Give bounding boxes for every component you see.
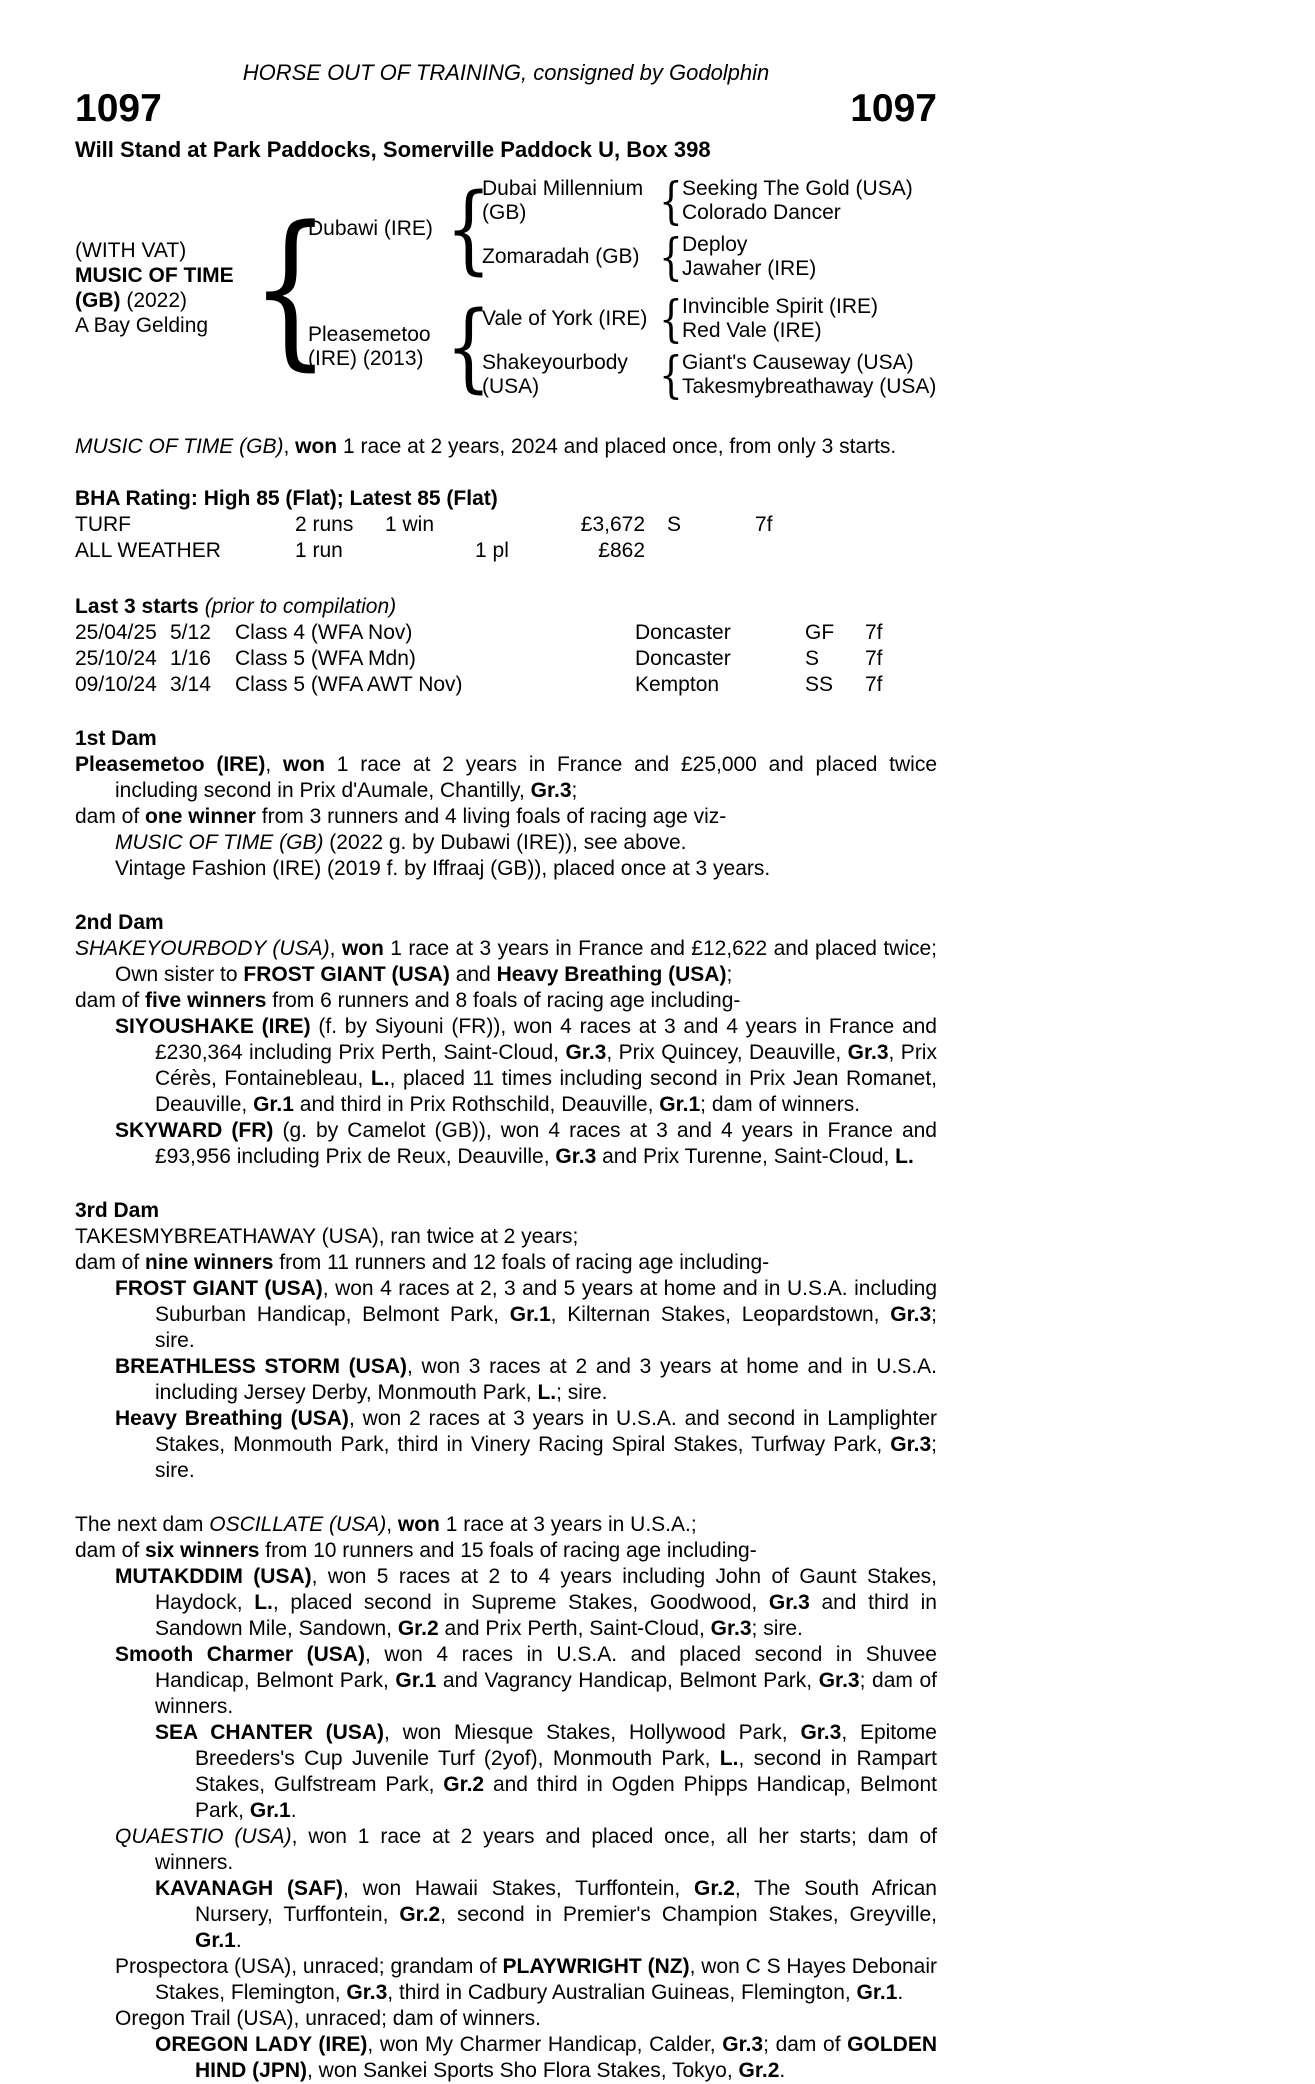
table-cell xyxy=(755,538,827,564)
text-segment: Gr.3 xyxy=(800,1721,842,1744)
table-cell: 1 pl xyxy=(475,539,509,562)
text-segment: ; sire. xyxy=(556,1381,608,1404)
table-cell: TURF xyxy=(75,513,131,536)
pedigree-table xyxy=(75,172,937,404)
sire-branch xyxy=(308,172,937,286)
sire-grandparents xyxy=(482,172,937,286)
text-segment: Gr.3 xyxy=(768,1591,810,1614)
table-cell: SS xyxy=(805,673,834,696)
produce-entry-breathless-storm xyxy=(75,1354,937,1406)
text-segment: one winner xyxy=(145,805,256,828)
text-segment: won xyxy=(397,1513,440,1536)
produce-entry-oregon-trail xyxy=(75,2006,937,2032)
text-segment: L. xyxy=(254,1591,273,1614)
great-grandparents xyxy=(682,350,937,400)
third-dam-section xyxy=(75,1198,937,1484)
text-segment: , won Hawaii Stakes, Turffontein, xyxy=(343,1877,695,1900)
text-segment: Prospectora (USA), unraced; grandam of xyxy=(115,1955,503,1978)
text-segment: , xyxy=(386,1513,398,1536)
great-granddam-name: Takesmybreathaway (USA) xyxy=(682,375,937,398)
section-heading: 3rd Dam xyxy=(75,1199,160,1222)
text-segment: L. xyxy=(370,1067,390,1090)
horse-name: MUSIC OF TIME xyxy=(75,264,234,287)
text-segment: (2022) xyxy=(126,289,188,312)
text-segment: , won 5 races at 2 to 4 years including John of Gaunt Stakes, Haydock, xyxy=(155,1565,937,1614)
last-starts-note: (prior to compilation) xyxy=(204,595,397,618)
table-cell: 1 win xyxy=(385,513,435,536)
text-segment: from 6 runners and 8 foals of racing age including- xyxy=(266,989,741,1012)
text-segment: ; xyxy=(571,779,578,802)
text-segment: , The South African Nursery, Turffontein, xyxy=(195,1877,937,1926)
lot-number-row xyxy=(75,86,937,132)
text-segment: TAKESMYBREATHAWAY (USA), ran twice at 2 years; xyxy=(75,1225,579,1248)
text-segment: , second in Premier's Champion Stakes, Greyville, xyxy=(440,1903,937,1926)
table-cell: ALL WEATHER xyxy=(75,539,221,562)
text-segment: and Prix Perth, Saint-Cloud, xyxy=(438,1617,711,1640)
grandparent-group xyxy=(482,346,937,404)
text-segment: QUAESTIO (USA) xyxy=(115,1825,292,1848)
grandsire-name: Dubai Millennium (GB) xyxy=(482,177,644,224)
text-segment: , xyxy=(283,435,296,458)
bha-rating-line: BHA Rating: High 85 (Flat); Latest 85 (Flat) xyxy=(75,487,498,510)
text-segment: The next dam xyxy=(75,1513,210,1536)
text-segment: Gr.3 xyxy=(710,1617,752,1640)
last-starts-table xyxy=(75,620,937,698)
great-grandparents xyxy=(682,232,937,282)
table-cell: Doncaster xyxy=(635,647,731,670)
section-paragraphs xyxy=(75,936,937,1170)
text-segment: 1 race at 2 years, 2024 and placed once, from only 3 starts. xyxy=(337,435,897,458)
text-segment: Gr.3 xyxy=(890,1303,932,1326)
next-dam-section xyxy=(75,1512,937,2084)
produce-summary xyxy=(75,1250,937,1276)
table-cell: 5/12 xyxy=(170,621,211,644)
table-cell: Class 4 (WFA Nov) xyxy=(235,621,413,644)
dam-grandparents xyxy=(482,290,937,404)
dam-entry-shakeyourbody xyxy=(75,936,937,988)
table-row xyxy=(75,538,937,564)
text-segment: FROST GIANT (USA) xyxy=(115,1277,323,1300)
text-segment: KAVANAGH (SAF) xyxy=(155,1877,343,1900)
text-segment: six winners xyxy=(145,1539,260,1562)
produce-entry-heavy-breathing xyxy=(75,1406,937,1484)
produce-entry-skyward xyxy=(75,1118,937,1170)
text-segment: . xyxy=(290,1799,297,1822)
table-cell xyxy=(385,538,475,564)
produce-summary xyxy=(75,804,937,830)
text-segment: Gr.3 xyxy=(818,1669,860,1692)
granddam-name: Zomaradah (GB) xyxy=(482,245,640,268)
text-segment: Gr.3 xyxy=(555,1145,597,1168)
text-segment: won xyxy=(283,753,325,776)
text-segment: five winners xyxy=(145,989,267,1012)
text-segment: , second in Rampart Stakes, Gulfstream Park, xyxy=(195,1747,937,1796)
table-row xyxy=(75,646,937,672)
grandparent-brace: { xyxy=(659,172,683,230)
text-segment: dam of xyxy=(75,989,146,1012)
text-segment: , won 4 races in U.S.A. and placed second in Shuvee Handicap, Belmont Park, xyxy=(155,1643,937,1692)
text-segment: nine winners xyxy=(145,1251,274,1274)
text-segment: L. xyxy=(895,1145,914,1168)
grandparent-group xyxy=(482,172,937,230)
great-grandparents xyxy=(682,176,937,226)
text-segment: and xyxy=(449,963,497,986)
text-segment: Smooth Charmer (USA) xyxy=(115,1643,365,1666)
section-paragraphs xyxy=(75,1512,937,2084)
text-segment: , placed 11 times including second in Prix Jean Romanet, Deauville, xyxy=(155,1067,938,1116)
text-segment: SHAKEYOURBODY (USA) xyxy=(75,937,330,960)
text-segment: BREATHLESS STORM (USA) xyxy=(115,1355,407,1378)
subject-horse-block xyxy=(75,238,272,338)
text-segment: 1 race at 3 years in U.S.A.; xyxy=(439,1513,697,1536)
text-segment: . xyxy=(235,1929,242,1952)
table-cell: £3,672 xyxy=(580,513,645,536)
produce-entry-mutakddim xyxy=(75,1564,937,1642)
vat-note: (WITH VAT) xyxy=(75,239,187,262)
section-paragraphs xyxy=(75,752,937,882)
text-segment: L. xyxy=(719,1747,739,1770)
text-segment: , xyxy=(265,753,283,776)
text-segment: Gr.2 xyxy=(443,1773,485,1796)
produce-entry-sea-chanter xyxy=(75,1720,937,1824)
catalogue-page xyxy=(75,0,937,2084)
horse-origin-year xyxy=(75,288,272,313)
text-segment: (GB) xyxy=(75,289,127,312)
text-segment: SEA CHANTER (USA) xyxy=(155,1721,384,1744)
text-segment: (f. by Siyouni (FR)), won 4 races at 3 and 4 years in France and £230,364 including Prix Perth, Saint-Cloud, xyxy=(155,1015,937,1064)
text-segment: dam of xyxy=(75,1539,146,1562)
produce-entry-kavanagh xyxy=(75,1876,937,1954)
table-cell xyxy=(645,538,755,564)
grandsire-name: Vale of York (IRE) xyxy=(482,307,648,330)
text-segment: dam of xyxy=(75,1251,146,1274)
table-cell: 1/16 xyxy=(170,647,211,670)
text-segment: L. xyxy=(537,1381,557,1404)
table-cell: S xyxy=(667,513,682,536)
surface-stats-table xyxy=(75,512,937,564)
text-segment: , won 1 race at 2 years and placed once, all her starts; dam of winners. xyxy=(155,1825,937,1874)
text-segment: Gr.3 xyxy=(530,779,572,802)
text-segment: , won 2 races at 3 years in U.S.A. and second in Lamplighter Stakes, Monmouth Park, third in Vinery Racing Spiral Stakes, Turfway Park, xyxy=(155,1407,937,1456)
dam-entry-oscillate xyxy=(75,1512,937,1538)
great-grandsire-name: Deploy xyxy=(682,233,748,256)
text-segment: ; sire. xyxy=(155,1433,937,1482)
produce-entry-prospectora xyxy=(75,1954,937,2006)
text-segment: Gr.1 xyxy=(253,1093,294,1116)
dam-entry-pleasemetoo xyxy=(75,752,937,804)
text-segment: ; sire. xyxy=(751,1617,803,1640)
table-cell: £862 xyxy=(598,539,645,562)
text-segment: OSCILLATE (USA) xyxy=(209,1513,387,1536)
table-cell: 1 run xyxy=(295,539,343,562)
table-cell: 3/14 xyxy=(170,673,211,696)
lot-number-left: 1097 xyxy=(75,87,162,130)
text-segment: MUSIC OF TIME (GB) xyxy=(115,831,324,854)
race-record-summary xyxy=(75,434,937,460)
text-segment: , placed second in Supreme Stakes, Goodwood, xyxy=(272,1591,769,1614)
text-segment: , won 3 races at 2 and 3 years at home and in U.S.A. including Jersey Derby, Monmouth Park, xyxy=(155,1355,937,1404)
text-segment: , third in Cadbury Australian Guineas, Flemington, xyxy=(387,1981,857,2004)
grandparent-group xyxy=(482,228,937,286)
text-segment: Gr.1 xyxy=(509,1303,551,1326)
dam-brace: { xyxy=(446,291,492,403)
text-segment: Gr.3 xyxy=(565,1041,607,1064)
text-segment: Gr.3 xyxy=(346,1981,388,2004)
text-segment: and third in Prix Rothschild, Deauville, xyxy=(293,1093,660,1116)
text-segment: Gr.1 xyxy=(856,1981,898,2004)
table-row xyxy=(75,620,937,646)
text-segment: from 3 runners and 4 living foals of racing age viz- xyxy=(255,805,727,828)
text-segment: ; dam of winners. xyxy=(155,1669,937,1718)
text-segment: Pleasemetoo (IRE) xyxy=(75,753,266,776)
table-cell: GF xyxy=(805,621,835,644)
stand-location-line: Will Stand at Park Paddocks, Somerville Paddock U, Box 398 xyxy=(75,137,711,162)
text-segment: (g. by Camelot (GB)), won 4 races at 3 and 4 years in France and £93,956 including Prix de Reux, Deauville, xyxy=(155,1119,937,1168)
dam-branch xyxy=(308,290,937,404)
text-segment: , won 4 races at 2, 3 and 5 years at home and in U.S.A. including Suburban Handicap, Belmont Park, xyxy=(155,1277,938,1326)
text-segment: Gr.1 xyxy=(249,1799,291,1822)
text-segment: . xyxy=(897,1981,904,2004)
text-segment: Gr.3 xyxy=(847,1041,889,1064)
text-segment: ; xyxy=(726,963,733,986)
table-cell: 09/10/24 xyxy=(75,673,157,696)
text-segment: and Prix Turenne, Saint-Cloud, xyxy=(596,1145,896,1168)
great-grandsire-name: Seeking The Gold (USA) xyxy=(682,177,913,200)
text-segment: MUTAKDDIM (USA) xyxy=(115,1565,312,1588)
text-segment: . xyxy=(779,2059,786,2082)
text-segment: Vintage Fashion (IRE) (2019 f. by Iffraaj (GB)), placed once at 3 years. xyxy=(115,857,771,880)
text-segment: ; dam of xyxy=(763,2033,848,2056)
table-cell: Class 5 (WFA Mdn) xyxy=(235,647,416,670)
table-cell: 7f xyxy=(755,513,773,536)
text-segment: Gr.1 xyxy=(395,1669,437,1692)
text-segment: won xyxy=(295,435,338,458)
section-heading: 2nd Dam xyxy=(75,911,164,934)
produce-entry-music-of-time xyxy=(75,830,937,856)
text-segment: and Vagrancy Handicap, Belmont Park, xyxy=(436,1669,819,1692)
text-segment: from 11 runners and 12 foals of racing age including- xyxy=(273,1251,770,1274)
text-segment: , won Miesque Stakes, Hollywood Park, xyxy=(383,1721,801,1744)
text-segment: OREGON LADY (IRE) xyxy=(155,2033,368,2056)
text-segment: , Kilternan Stakes, Leopardstown, xyxy=(550,1303,891,1326)
granddam-name: Shakeyourbody (USA) xyxy=(482,351,628,398)
text-segment: , won Sankei Sports Sho Flora Stakes, Tokyo, xyxy=(307,2059,739,2082)
text-segment: ; sire. xyxy=(155,1303,937,1352)
last-starts-heading xyxy=(75,594,937,620)
text-segment: SKYWARD (FR) xyxy=(115,1119,274,1142)
text-segment: , Prix Cérès, Fontainebleau, xyxy=(155,1041,937,1090)
grandparent-brace: { xyxy=(659,228,683,286)
text-segment: and third in Ogden Phipps Handicap, Belmont Park, xyxy=(195,1773,938,1822)
text-segment: , Prix Quincey, Deauville, xyxy=(606,1041,848,1064)
text-segment: GOLDEN HIND (JPN) xyxy=(195,2033,938,2082)
text-segment: Gr.3 xyxy=(722,2033,764,2056)
sire-brace: { xyxy=(446,173,492,285)
table-cell xyxy=(475,512,565,538)
text-segment: dam of xyxy=(75,805,146,828)
last-starts-section xyxy=(75,594,937,698)
table-cell: S xyxy=(805,647,820,670)
text-segment: from 10 runners and 15 foals of racing age including- xyxy=(259,1539,757,1562)
text-segment: Heavy Breathing (USA) xyxy=(496,963,727,986)
text-segment: Gr.2 xyxy=(397,1617,439,1640)
great-granddam-name: Colorado Dancer xyxy=(682,201,841,224)
pedigree-tree xyxy=(308,172,937,404)
text-segment: , won My Charmer Handicap, Calder, xyxy=(367,2033,723,2056)
table-cell: Doncaster xyxy=(635,621,731,644)
lot-number-right: 1097 xyxy=(850,87,937,130)
text-segment: (2022 g. by Dubawi (IRE)), see above. xyxy=(323,831,687,854)
text-segment: , Epitome Breeders's Cup Juvenile Turf (2yof), Monmouth Park, xyxy=(195,1721,937,1770)
horse-description: A Bay Gelding xyxy=(75,314,209,337)
produce-entry-frost-giant xyxy=(75,1276,937,1354)
text-segment: 1 race at 2 years in France and £25,000 and placed twice including second in Prix d'Aumale, Chantilly, xyxy=(115,753,938,802)
great-granddam-name: Jawaher (IRE) xyxy=(682,257,817,280)
produce-entry-smooth-charmer xyxy=(75,1642,937,1720)
table-cell: 7f xyxy=(865,647,883,670)
great-granddam-name: Red Vale (IRE) xyxy=(682,319,822,342)
great-grandsire-name: Invincible Spirit (IRE) xyxy=(682,295,879,318)
text-segment: Heavy Breathing (USA) xyxy=(115,1407,349,1430)
section-paragraphs xyxy=(75,1224,937,1484)
produce-entry-quaestio xyxy=(75,1824,937,1876)
great-grandparents xyxy=(682,294,937,344)
table-cell: Class 5 (WFA AWT Nov) xyxy=(235,673,463,696)
table-cell: 2 runs xyxy=(295,513,354,536)
text-segment: Gr.2 xyxy=(738,2059,780,2082)
table-cell: Kempton xyxy=(635,673,720,696)
dam-entry-takesmybreathaway xyxy=(75,1224,937,1250)
text-segment: Gr.3 xyxy=(890,1433,932,1456)
text-segment: MUSIC OF TIME (GB) xyxy=(75,435,284,458)
text-segment: Gr.2 xyxy=(399,1903,441,1926)
text-segment: Gr.2 xyxy=(694,1877,735,1900)
first-dam-section xyxy=(75,726,937,882)
grandparent-group xyxy=(482,290,937,348)
produce-summary xyxy=(75,988,937,1014)
text-segment: ; dam of winners. xyxy=(700,1093,861,1116)
table-cell: 7f xyxy=(865,673,883,696)
grandparent-brace: { xyxy=(659,290,683,348)
consignor-line: HORSE OUT OF TRAINING, consigned by Godolphin xyxy=(242,60,770,85)
produce-summary xyxy=(75,1538,937,1564)
text-segment: and third in Sandown Mile, Sandown, xyxy=(155,1591,937,1640)
text-segment: PLAYWRIGHT (NZ) xyxy=(502,1955,690,1978)
text-segment: won xyxy=(341,937,384,960)
table-row xyxy=(75,672,937,698)
table-row xyxy=(75,512,937,538)
sire-name: Dubawi (IRE) xyxy=(308,217,433,240)
text-segment: , won C S Hayes Debonair Stakes, Flemington, xyxy=(155,1955,938,2004)
text-segment: Oregon Trail (USA), unraced; dam of winners. xyxy=(115,2007,542,2030)
grandparent-brace: { xyxy=(659,346,683,404)
produce-entry-siyoushake xyxy=(75,1014,937,1118)
dam-name: Pleasemetoo (IRE) (2013) xyxy=(308,323,431,370)
text-segment: Gr.1 xyxy=(195,1929,236,1952)
table-cell: 25/10/24 xyxy=(75,647,157,670)
produce-entry-vintage-fashion xyxy=(75,856,937,882)
text-segment: SIYOUSHAKE (IRE) xyxy=(115,1015,311,1038)
second-dam-section xyxy=(75,910,937,1170)
pedigree-main-brace: { xyxy=(249,190,331,386)
bha-rating-section xyxy=(75,486,937,564)
text-segment: 1 race at 3 years in France and £12,622 and placed twice; Own sister to xyxy=(115,937,938,986)
section-heading: 1st Dam xyxy=(75,727,157,750)
text-segment: Gr.1 xyxy=(659,1093,701,1116)
text-segment: , xyxy=(329,937,342,960)
text-segment: FROST GIANT (USA) xyxy=(243,963,450,986)
table-cell: 7f xyxy=(865,621,883,644)
great-grandsire-name: Giant's Causeway (USA) xyxy=(682,351,914,374)
last-starts-title: Last 3 starts xyxy=(75,595,199,618)
produce-entry-oregon-lady xyxy=(75,2032,937,2084)
table-cell: 25/04/25 xyxy=(75,621,157,644)
